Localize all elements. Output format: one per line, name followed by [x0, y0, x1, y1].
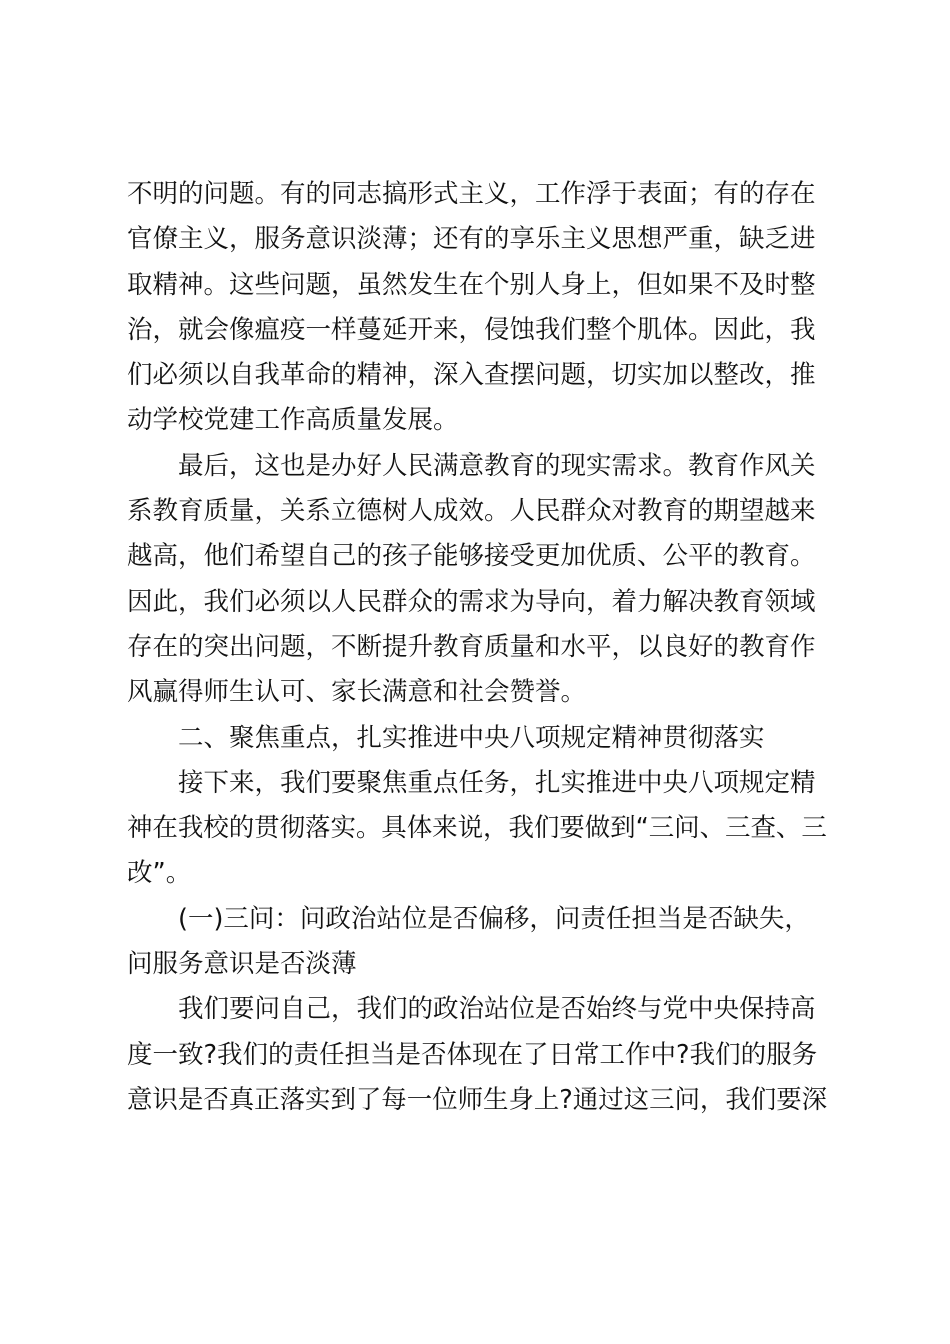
text-line: 意识是否真正落实到了每一位师生身上?通过这三问，我们要深 [127, 1084, 828, 1115]
text-line: 度一致?我们的责任担当是否体现在了日常工作中?我们的服务 [127, 1039, 818, 1070]
text-line: 官僚主义，服务意识淡薄；还有的享乐主义思想严重，缺乏进 [127, 224, 816, 255]
text-line: 改”。 [127, 858, 192, 889]
text-line: 神在我校的贯彻落实。具体来说，我们要做到“三问、三查、三 [127, 813, 827, 844]
text-line: 存在的突出问题，不断提升教育质量和水平，以良好的教育作 [127, 631, 816, 662]
text-line: 取精神。这些问题，虽然发生在个别人身上，但如果不及时整 [127, 269, 816, 300]
text-line: 不明的问题。有的同志搞形式主义，工作浮于表面；有的存在 [127, 179, 816, 209]
text-line: 最后，这也是办好人民满意教育的现实需求。教育作风关 [178, 450, 816, 481]
text-line: 接下来，我们要聚焦重点任务，扎实推进中央八项规定精 [178, 767, 816, 798]
text-line: 因此，我们必须以人民群众的需求为导向，着力解决教育领域 [127, 586, 816, 617]
text-line: 二、聚焦重点，扎实推进中央八项规定精神贯彻落实 [178, 722, 765, 753]
text-line: 问服务意识是否淡薄 [127, 949, 357, 980]
text-line: 我们要问自己，我们的政治站位是否始终与党中央保持高 [178, 994, 816, 1025]
text-line: 们必须以自我革命的精神，深入查摆问题，切实加以整改，推 [127, 360, 816, 391]
text-line: 越高，他们希望自己的孩子能够接受更加优质、公平的教育。 [127, 541, 816, 572]
text-line: (一)三问：问政治站位是否偏移，问责任担当是否缺失， [178, 903, 810, 934]
text-line: 治，就会像瘟疫一样蔓延开来，侵蚀我们整个肌体。因此，我 [127, 314, 816, 345]
text-line: 动学校党建工作高质量发展。 [127, 405, 459, 436]
text-line: 系教育质量，关系立德树人成效。人民群众对教育的期望越来 [127, 496, 816, 527]
document-body [127, 172, 827, 1123]
text-line: 风赢得师生认可、家长满意和社会赞誉。 [127, 677, 587, 708]
